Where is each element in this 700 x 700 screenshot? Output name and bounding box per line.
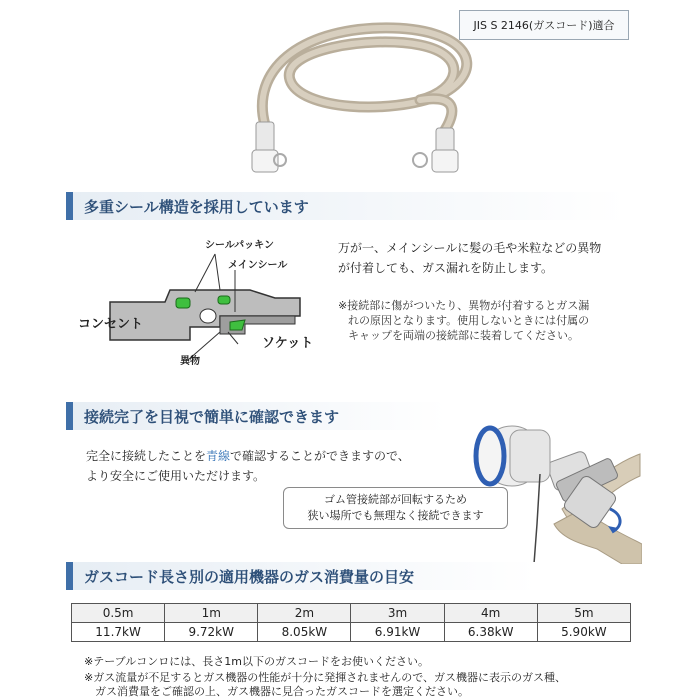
value-cell: 6.38kW <box>444 623 537 642</box>
length-cell: 3m <box>351 604 444 623</box>
left-connector <box>252 122 286 172</box>
footnote: ガス消費量をご確認の上、ガス機器に見合ったガスコードを選定ください。 <box>84 685 469 698</box>
table-row <box>72 623 631 642</box>
gas-consumption-table <box>71 603 631 642</box>
section-header-consumption <box>66 562 536 590</box>
text-line: が付着しても、ガス漏れを防止します。 <box>338 261 554 275</box>
table-header-row <box>72 604 631 623</box>
section-accent-bar <box>66 562 73 590</box>
blue-line-text: 青線 <box>206 449 231 463</box>
value-cell: 8.05kW <box>258 623 351 642</box>
label-foreign-object: 異物 <box>180 356 200 367</box>
section-accent-bar <box>66 192 73 220</box>
section-title: 多重シール構造を採用しています <box>84 198 309 216</box>
callout-line: ゴム管接続部が回転するため <box>324 493 467 506</box>
length-cell: 4m <box>444 604 537 623</box>
seal-structure-diagram <box>70 232 335 372</box>
section-title: ガスコード長さ別の適用機器のガス消費量の目安 <box>84 568 415 586</box>
note-line: キャップを両端の接続部に装着してください。 <box>348 329 579 342</box>
value-cell: 6.91kW <box>351 623 444 642</box>
length-cell: 0.5m <box>72 604 165 623</box>
value-cell: 9.72kW <box>165 623 258 642</box>
jis-badge: JIS S 2146(ガスコード)適合 <box>459 10 629 40</box>
section-header-seal <box>66 192 626 220</box>
text-span: 完全に接続したことを <box>86 449 207 463</box>
length-cell: 2m <box>258 604 351 623</box>
right-connector <box>413 128 458 172</box>
label-outlet: コンセント <box>78 317 144 332</box>
value-cell: 5.90kW <box>537 623 630 642</box>
visual-check-description <box>86 446 410 486</box>
section-header-visual-check <box>66 402 446 430</box>
length-cell: 1m <box>165 604 258 623</box>
text-span: で確認することができますので、 <box>230 449 410 463</box>
label-seal-packing: シールパッキン <box>205 240 274 251</box>
footnote: ※ガス流量が不足するとガス機器の性能が十分に発揮されませんので、ガス機器に表示のガス種、 <box>84 671 566 684</box>
seal-description <box>338 238 601 278</box>
gas-hose-image <box>220 10 520 180</box>
length-cell: 5m <box>537 604 630 623</box>
label-socket: ソケット <box>262 336 314 351</box>
section-accent-bar <box>66 402 73 430</box>
section-title: 接続完了を目視で簡単に確認できます <box>84 408 340 426</box>
rotation-callout <box>283 487 508 529</box>
note-line: れの原因となります。使用しないときには付属の <box>348 314 590 327</box>
text-line <box>86 446 410 466</box>
value-cell: 11.7kW <box>72 623 165 642</box>
text-line: 万が一、メインシールに髪の毛や米粒などの異物 <box>338 241 602 255</box>
note-line: ※接続部に傷がついたり、異物が付着するとガス漏 <box>338 299 590 312</box>
seal-note <box>338 298 589 343</box>
footnote: ※テーブルコンロには、長さ1m以下のガスコードをお使いください。 <box>84 655 429 668</box>
text-line: より安全にご使用いただけます。 <box>86 469 266 483</box>
label-main-seal: メインシール <box>228 260 288 271</box>
callout-line: 狭い場所でも無理なく接続できます <box>307 509 484 522</box>
